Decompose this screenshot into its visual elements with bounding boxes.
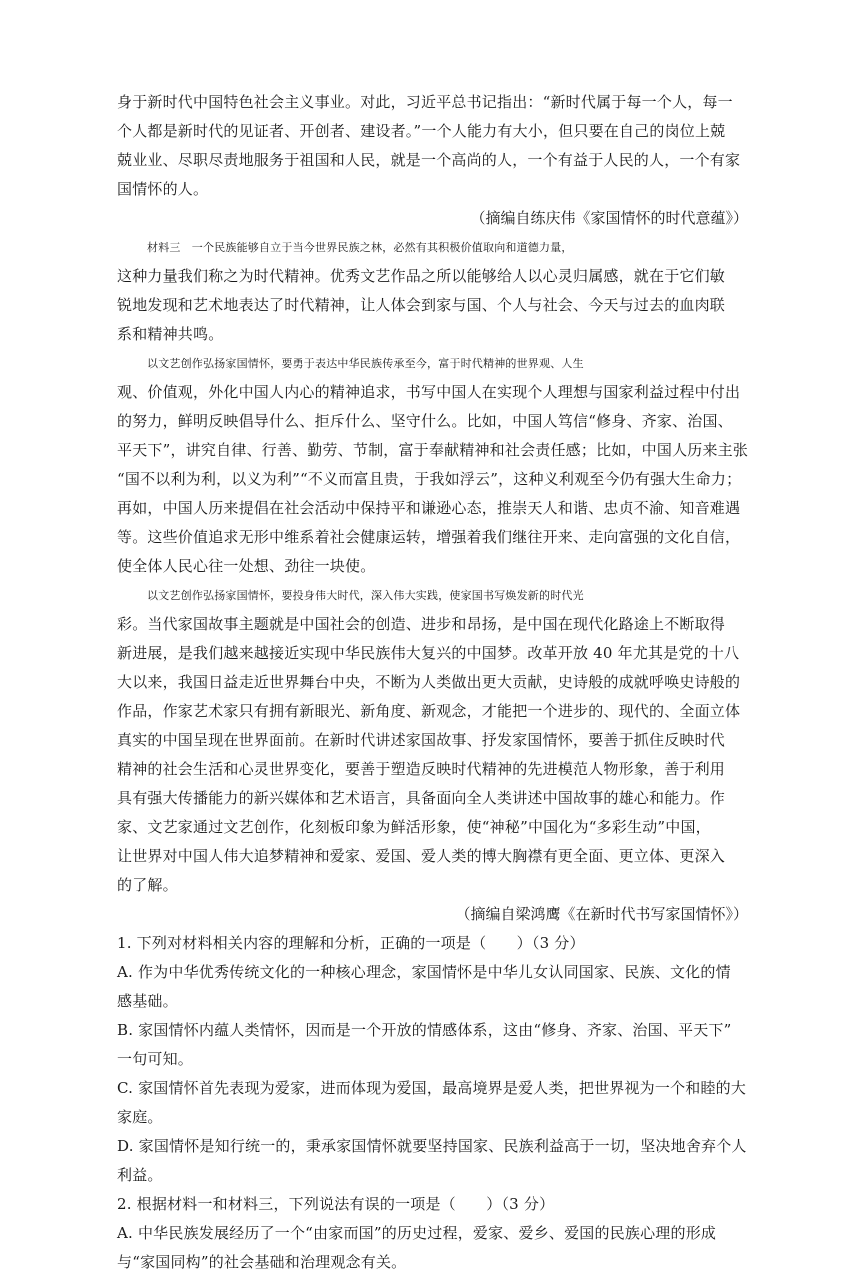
question-2 (117, 1190, 748, 1219)
text-line: 作品，作家艺术家只有拥有新眼光、新角度、新观念，才能把一个进步的、现代的、全面立体 (117, 702, 741, 720)
text-line: “国不以利为利，以义为利”“不义而富且贵，于我如浮云”，这种义利观至今仍有强大生命力； (117, 470, 742, 488)
text-line: 新进展，是我们越来越接近实现中华民族伟大复兴的中国梦。改革开放 40 年尤其是党的十八 (117, 644, 740, 662)
text-line: 兢业业、尽职尽责地服务于祖国和人民，就是一个高尚的人，一个有益于人民的人，一个有家 (117, 151, 741, 169)
question-stem: 1. 下列对材料相关内容的理解和分析，正确的一项是（ ）（3 分） (117, 934, 585, 952)
text-line: 一句可知。 (117, 1050, 194, 1068)
text-line: 以文艺创作弘扬家国情怀，要投身伟大时代，深入伟大实践，使家国书写焕发新的时代光 (147, 589, 584, 602)
text-line: D. 家国情怀是知行统一的，秉承家国情怀就要坚持国家、民族利益高于一切，坚决地舍弃个人 (117, 1137, 747, 1155)
text-line: 彩。当代家国故事主题就是中国社会的创造、进步和昂扬，是中国在现代化路途上不断取得 (117, 615, 726, 633)
question-1-option-b (117, 1016, 748, 1074)
question-1-option-c (117, 1074, 748, 1132)
text-line: 再如，中国人历来提倡在社会活动中保持平和谦逊心态，推崇天人和谐、忠贞不渝、知音难遇 (117, 499, 741, 517)
text-line: 材料三 一个民族能够自立于当今世界民族之林，必然有其积极价值取向和道德力量， (147, 241, 573, 254)
text-line: 以文艺创作弘扬家国情怀，要勇于表达中华民族传承至今，富于时代精神的世界观、人生 (147, 357, 584, 370)
text-line: A. 作为中华优秀传统文化的一种核心理念，家国情怀是中华儿女认同国家、民族、文化的情 (117, 963, 731, 981)
text-line: A. 中华民族发展经历了一个“由家而国”的历史过程，爱家、爱乡、爱国的民族心理的形成 (117, 1224, 717, 1242)
paragraph-values (117, 349, 748, 581)
text-line: 利益。 (117, 1166, 163, 1184)
text-line: 平天下”，讲究自律、行善、勤劳、节制，富于奉献精神和社会责任感；比如，中国人历来主张 (117, 441, 749, 459)
paragraph-material-three (117, 233, 748, 349)
text-line: B. 家国情怀内蕴人类情怀，因而是一个开放的情感体系，这由“修身、齐家、治国、平天下” (117, 1021, 732, 1039)
text-line: 锐地发现和艺术地表达了时代精神，让人体会到家与国、个人与社会、今天与过去的血肉联 (117, 296, 726, 314)
text-line: 具有强大传播能力的新兴媒体和艺术语言，具备面向全人类讲述中国故事的雄心和能力。作 (117, 789, 726, 807)
question-2-option-a (117, 1219, 748, 1277)
paragraph-era (117, 581, 748, 900)
question-1-option-d (117, 1132, 748, 1190)
text-line: 让世界对中国人伟大追梦精神和爱家、爱国、爱人类的博大胸襟有更全面、更立体、更深入 (117, 847, 726, 865)
text-line: 感基础。 (117, 992, 178, 1010)
text-line: 家、文艺家通过文艺创作，化刻板印象为鲜活形象，使“神秘”中国化为“多彩生动”中国， (117, 818, 711, 836)
text-line: 大以来，我国日益走近世界舞台中央，不断为人类做出更大贡献，史诗般的成就呼唤史诗般的 (117, 673, 741, 691)
text-line: 使全体人民心往一处想、劲往一块使。 (117, 557, 376, 575)
text-line: 精神的社会生活和心灵世界变化，要善于塑造反映时代精神的先进模范人物形象，善于利用 (117, 760, 726, 778)
question-stem: 2. 根据材料一和材料三，下列说法有误的一项是（ ）（3 分） (117, 1195, 555, 1213)
text-line: 的努力，鲜明反映倡导什么、拒斥什么、坚守什么。比如，中国人笃信“修身、齐家、治国、 (117, 412, 733, 430)
paragraph-continuation (117, 88, 748, 204)
text-line: 系和精神共鸣。 (117, 325, 224, 343)
text-line: 这种力量我们称之为时代精神。优秀文艺作品之所以能够给人以心灵归属感，就在于它们敏 (117, 267, 726, 285)
text-line: 等。这些价值追求无形中维系着社会健康运转，增强着我们继往开来、走向富强的文化自信， (117, 528, 741, 546)
text-line: 观、价值观，外化中国人内心的精神追求，书写中国人在实现个人理想与国家利益过程中付出 (117, 383, 741, 401)
question-1 (117, 929, 748, 958)
text-line: 身于新时代中国特色社会主义事业。对此，习近平总书记指出：“新时代属于每一个人，每一 (117, 93, 733, 111)
text-line: 真实的中国呈现在世界面前。在新时代讲述家国故事、抒发家国情怀，要善于抓住反映时代 (117, 731, 726, 749)
text-line: 家庭。 (117, 1108, 163, 1126)
text-line: 国情怀的人。 (117, 180, 209, 198)
question-1-option-a (117, 958, 748, 1016)
text-line: 个人都是新时代的见证者、开创者、建设者。”一个人能力有大小，但只要在自己的岗位上兢 (117, 122, 726, 140)
source-citation: （摘编自练庆伟《家国情怀的时代意蕴》） (470, 209, 748, 227)
source-citation: （摘编自梁鸿鹰《在新时代书写家国情怀》） (455, 905, 748, 923)
text-line: 与“家国同构”的社会基础和治理观念有关。 (117, 1253, 407, 1271)
text-line: 的了解。 (117, 876, 178, 894)
text-line: C. 家国情怀首先表现为爱家，进而体现为爱国，最高境界是爱人类，把世界视为一个和睦的大 (117, 1079, 747, 1097)
